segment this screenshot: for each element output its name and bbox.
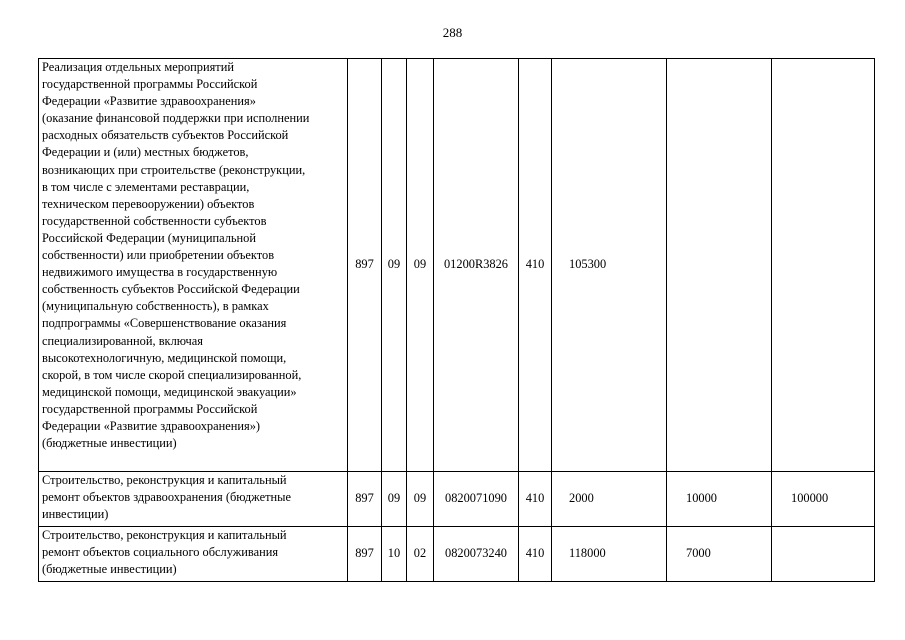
page-number: 288 <box>442 25 463 40</box>
row-description: Строительство, реконструкция и капитальный ремонт объектов социального обслуживания (бюджетные инвестиции) <box>39 527 348 582</box>
subsection-code: 09 <box>407 472 434 527</box>
amount-year-3 <box>772 59 875 472</box>
row-description: Реализация отдельных мероприятий государственной программы Российской Федерации «Развитие здравоохранения» (оказание финансовой поддержки при исполнении расходных обязательств субъектов Российской Федерации и (или) местных бюджетов, возникающих при строительстве (реконструкции, в том числе с элементами реставрации, техническом перевооружении) объектов государственной собственности субъектов Российской Федерации (муниципальной собственности) или приобретении объектов недвижимого имущества в государственную собственность субъектов Российской Федерации (муниципальную собственность), в рамках подпрограммы «Совершенствование оказания специализированной, включая высокотехнологичную, медицинской помощи, скорой, в том числе скорой специализированной, медицинской помощи, медицинской эвакуации» государственной программы Российской Федерации «Развитие здравоохранения») (бюджетные инвестиции) <box>39 59 348 472</box>
budget-table <box>38 58 875 582</box>
table-row <box>39 527 875 582</box>
amount-year-3: 100000 <box>772 472 875 527</box>
ministry-code: 897 <box>348 59 382 472</box>
subsection-code: 09 <box>407 59 434 472</box>
target-article-code: 0820071090 <box>434 472 519 527</box>
target-article-code: 0820073240 <box>434 527 519 582</box>
subsection-code: 02 <box>407 527 434 582</box>
section-code: 10 <box>382 527 407 582</box>
target-article-code: 01200R3826 <box>434 59 519 472</box>
table-row <box>39 59 875 472</box>
amount-year-2 <box>667 59 772 472</box>
section-code: 09 <box>382 59 407 472</box>
expense-type-code: 410 <box>519 472 552 527</box>
amount-year-2: 10000 <box>667 472 772 527</box>
amount-year-1: 105300 <box>552 59 667 472</box>
amount-year-2: 7000 <box>667 527 772 582</box>
amount-year-1: 2000 <box>552 472 667 527</box>
expense-type-code: 410 <box>519 527 552 582</box>
amount-year-3 <box>772 527 875 582</box>
amount-year-1: 118000 <box>552 527 667 582</box>
section-code: 09 <box>382 472 407 527</box>
expense-type-code: 410 <box>519 59 552 472</box>
row-description: Строительство, реконструкция и капитальный ремонт объектов здравоохранения (бюджетные инвестиции) <box>39 472 348 527</box>
table-row <box>39 472 875 527</box>
ministry-code: 897 <box>348 472 382 527</box>
ministry-code: 897 <box>348 527 382 582</box>
